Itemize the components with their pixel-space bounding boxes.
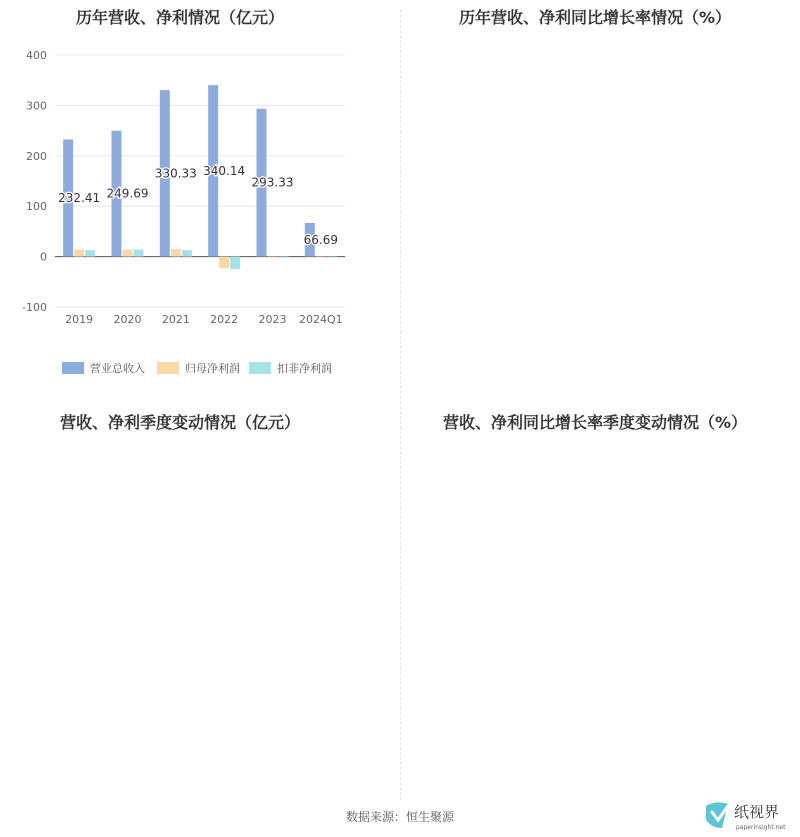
- x-tick-label: 2022: [210, 313, 239, 326]
- net-profit-bar: [268, 257, 278, 258]
- revenue-data-label: 66.69: [303, 232, 339, 247]
- annual-amount-svg: [0, 0, 400, 400]
- revenue-data-label: 249.69: [106, 186, 149, 201]
- revenue-data-label: 330.33: [154, 166, 197, 181]
- panel-divider: [400, 10, 401, 800]
- x-tick-label: 2021: [161, 313, 190, 326]
- y-tick-label: 400: [26, 49, 47, 62]
- y-tick-label: 300: [26, 99, 47, 113]
- legend-swatch-icon: [157, 362, 179, 374]
- net-profit-bar: [219, 257, 229, 269]
- quarterly-amount-title: 营收、净利季度变动情况（亿元）: [59, 413, 300, 432]
- y-tick-label: 0: [40, 250, 47, 264]
- deducted-profit-bar: [134, 250, 144, 257]
- logo-mark-icon: [702, 798, 798, 834]
- annual-amount-title: 历年营收、净利情况（亿元）: [75, 8, 284, 27]
- y-tick-label: -100: [22, 301, 47, 314]
- legend-label: 归母净利润: [185, 362, 240, 375]
- quarterly-growth-title: 营收、净利同比增长率季度变动情况（%）: [442, 413, 748, 432]
- revenue-data-label: 340.14: [203, 163, 246, 178]
- net-profit-bar: [123, 250, 133, 257]
- net-profit-bar: [171, 249, 181, 257]
- revenue-data-label: 293.33: [251, 175, 294, 190]
- x-tick-label: 2024Q1: [299, 313, 343, 326]
- net-profit-bar: [316, 257, 326, 258]
- quarterly-growth-chart: [400, 400, 800, 800]
- deducted-profit-bar: [182, 250, 192, 257]
- annual-growth-svg: [400, 0, 800, 400]
- legend-swatch-icon: [62, 362, 84, 374]
- annual-growth-title: 历年营收、净利同比增长率情况（%）: [458, 8, 732, 27]
- x-tick-label: 2020: [113, 313, 142, 326]
- logo-text: 纸视界: [734, 803, 780, 821]
- legend-label: 扣非净利润: [277, 362, 332, 375]
- deducted-profit-bar: [85, 250, 95, 257]
- revenue-data-label: 232.41: [58, 191, 101, 206]
- quarterly-amount-chart: [0, 400, 400, 800]
- deducted-profit-bar: [327, 257, 337, 258]
- y-tick-label: 200: [26, 149, 47, 163]
- site-logo: [702, 798, 798, 834]
- data-source: 数据来源：恒生聚源: [345, 810, 454, 824]
- legend-swatch-icon: [249, 362, 271, 374]
- annual-amount-chart: [0, 0, 400, 400]
- quarterly-growth-svg: [400, 400, 800, 800]
- deducted-profit-bar: [279, 257, 289, 258]
- x-tick-label: 2019: [65, 313, 94, 326]
- net-profit-bar: [74, 250, 84, 257]
- y-tick-label: 100: [26, 200, 47, 214]
- quarterly-amount-svg: [0, 400, 400, 800]
- annual-growth-chart: [400, 0, 800, 400]
- x-tick-label: 2023: [258, 313, 287, 326]
- legend-label: 营业总收入: [90, 362, 145, 375]
- deducted-profit-bar: [230, 257, 240, 270]
- logo-subtext: paperinsight.net: [736, 824, 786, 831]
